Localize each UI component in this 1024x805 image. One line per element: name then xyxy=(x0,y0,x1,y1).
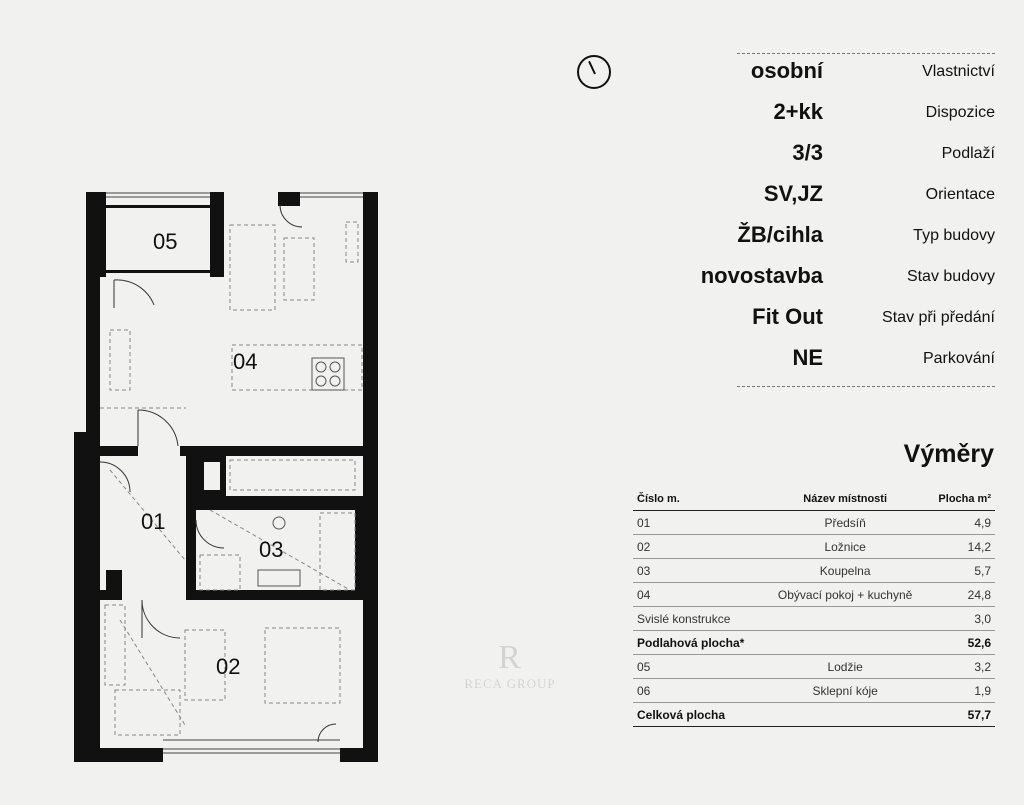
cell-area: 1,9 xyxy=(926,679,995,703)
table-row xyxy=(633,559,995,583)
watermark-logo xyxy=(450,640,570,692)
property-value: novostavba xyxy=(700,263,823,288)
room-label-03: 03 xyxy=(259,537,284,562)
cell-area: 57,7 xyxy=(926,703,995,727)
cell-name xyxy=(764,703,926,727)
areas-table xyxy=(633,490,995,727)
cell-area: 24,8 xyxy=(926,583,995,607)
divider-top xyxy=(737,53,995,54)
cell-name: Ložnice xyxy=(764,535,926,559)
cell-number: 04 xyxy=(633,583,764,607)
header-number: Číslo m. xyxy=(633,490,764,511)
property-value: NE xyxy=(792,345,823,370)
property-label: Parkování xyxy=(922,350,995,367)
cell-number: Celková plocha xyxy=(633,703,764,727)
cell-name: Sklepní kóje xyxy=(764,679,926,703)
property-value: ŽB/cihla xyxy=(737,222,823,247)
table-row xyxy=(633,535,995,559)
cell-name: Koupelna xyxy=(764,559,926,583)
table-row xyxy=(633,631,995,655)
property-value: Fit Out xyxy=(752,304,823,329)
property-label: Vlastnictví xyxy=(922,63,995,80)
header-name: Název místnosti xyxy=(764,490,926,511)
property-label: Podlaží xyxy=(941,145,995,162)
property-label: Dispozice xyxy=(925,104,995,121)
header-area: Plocha m² xyxy=(926,490,995,511)
property-value: 3/3 xyxy=(792,140,823,165)
cell-number: 02 xyxy=(633,535,764,559)
table-row xyxy=(633,607,995,631)
cell-area: 52,6 xyxy=(926,631,995,655)
cell-number: 03 xyxy=(633,559,764,583)
property-value: osobní xyxy=(750,58,823,83)
areas-title: Výměry xyxy=(903,440,994,468)
watermark-letter: R xyxy=(498,639,522,676)
property-value: SV,JZ xyxy=(763,181,823,206)
property-label: Stav budovy xyxy=(906,268,995,285)
cell-area: 4,9 xyxy=(926,511,995,535)
cell-area: 14,2 xyxy=(926,535,995,559)
cell-name: Lodžie xyxy=(764,655,926,679)
table-row xyxy=(633,511,995,535)
cell-area: 3,0 xyxy=(926,607,995,631)
property-label: Orientace xyxy=(925,186,995,203)
cell-number: 06 xyxy=(633,679,764,703)
property-value: 2+kk xyxy=(773,99,823,124)
room-label-01: 01 xyxy=(141,509,166,534)
cell-number: 01 xyxy=(633,511,764,535)
watermark-text: RECA GROUP xyxy=(464,676,556,691)
cell-number: 05 xyxy=(633,655,764,679)
cell-name: Obývací pokoj + kuchyně xyxy=(764,583,926,607)
table-row xyxy=(633,703,995,727)
cell-area: 3,2 xyxy=(926,655,995,679)
property-label: Typ budovy xyxy=(913,227,995,244)
cell-number: Podlahová plocha* xyxy=(633,631,764,655)
room-label-02: 02 xyxy=(216,654,241,679)
divider-bottom xyxy=(737,386,995,387)
cell-name: Předsíň xyxy=(764,511,926,535)
table-header-row xyxy=(633,490,995,511)
cell-number: Svislé konstrukce xyxy=(633,607,764,631)
table-row xyxy=(633,655,995,679)
cell-area: 5,7 xyxy=(926,559,995,583)
cell-name xyxy=(764,607,926,631)
room-label-04: 04 xyxy=(233,349,258,374)
table-row xyxy=(633,583,995,607)
room-label-05: 05 xyxy=(153,229,178,254)
cell-name xyxy=(764,631,926,655)
property-label: Stav při předání xyxy=(882,309,995,326)
table-row xyxy=(633,679,995,703)
